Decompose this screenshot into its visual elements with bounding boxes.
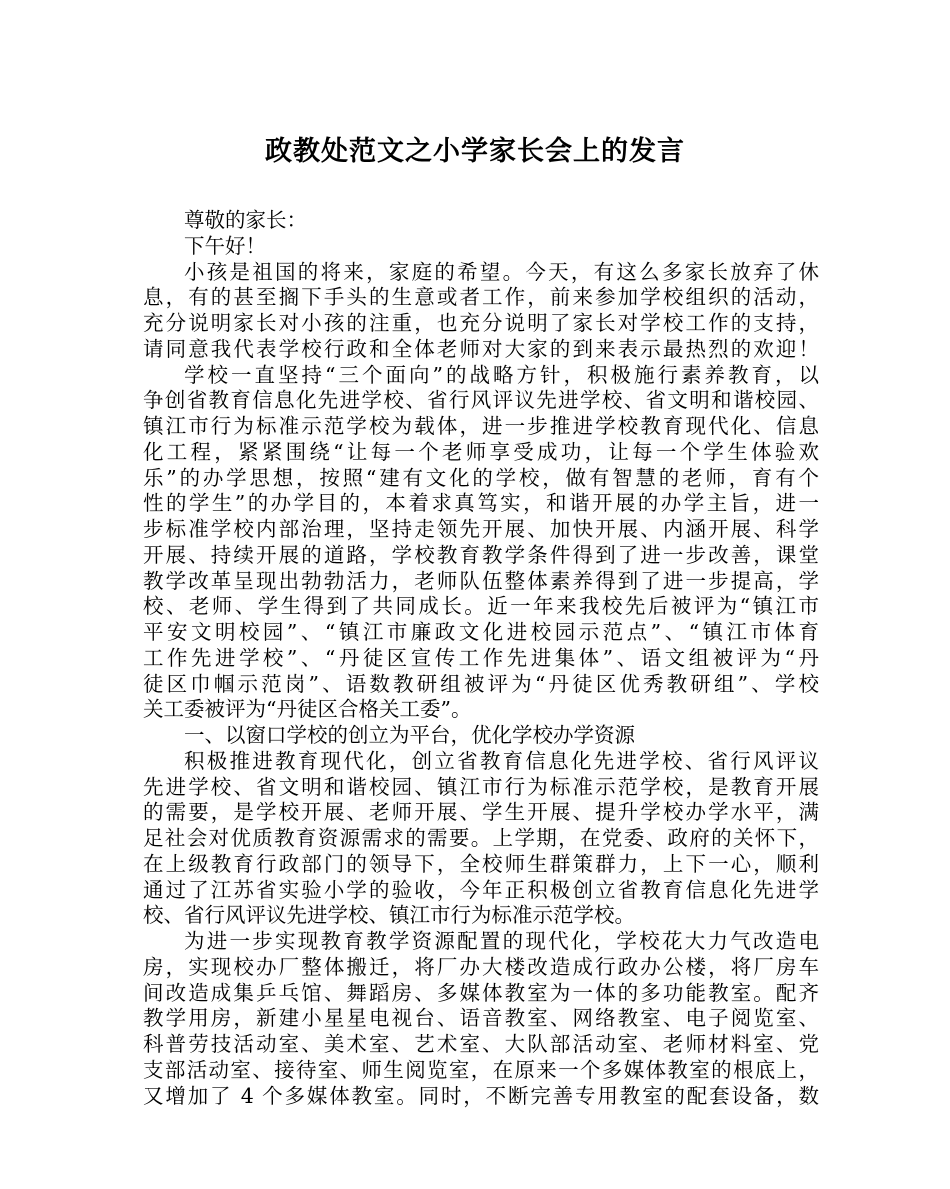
paragraph-line: 小孩是祖国的将来，家庭的希望。今天，有这么多家长放弃了休: [184, 259, 819, 284]
section-heading: 一、以窗口学校的创立为平台，优化学校办学资源: [184, 723, 635, 747]
paragraph-line: 性的学生”的办学目的，本着求真笃实，和谐开展的办学主旨，进一: [143, 491, 819, 516]
paragraph-line: 为进一步实现教育教学资源配置的现代化，学校花大力气改造电: [184, 929, 819, 953]
paragraph-line: 充分说明家长对小孩的注重，也充分说明了家长对学校工作的支持，: [143, 311, 819, 335]
paragraph-line: 教学改革呈现出勃勃活力，老师队伍整体素养得到了进一步提高，学: [143, 568, 819, 593]
paragraph-line: 校、老师、学生得到了共同成长。近一年来我校先后被评为“镇江市: [143, 594, 819, 619]
paragraph-line: 教学用房，新建小星星电视台、语音教室、网络教室、电子阅览室、: [143, 1006, 819, 1031]
paragraph-line: 关工委被评为“丹徒区合格关工委”。: [143, 697, 472, 722]
paragraph-line: 开展、持续开展的道路，学校教育教学条件得到了进一步改善，课堂: [143, 542, 819, 567]
paragraph-line: 乐”的办学思想，按照“建有文化的学校，做有智慧的老师，育有个: [143, 465, 819, 490]
paragraph-line: 学校一直坚持“三个面向”的战略方针，积极施行素养教育，以: [184, 362, 819, 387]
paragraph-line: 的需要，是学校开展、老师开展、学生开展、提升学校办学水平，满: [143, 800, 819, 825]
paragraph-line: 化工程，紧紧围绕“让每一个老师享受成功，让每一个学生体验欢: [143, 439, 819, 464]
paragraph-line: 徒区巾帼示范岗”、语数教研组被评为“丹徒区优秀教研组”、学校: [143, 671, 819, 696]
paragraph-line: 镇江市行为标准示范学校为载体，进一步推进学校教育现代化、信息: [143, 414, 819, 438]
paragraph-line: 争创省教育信息化先进学校、省行风评议先进学校、省文明和谐校园、: [143, 388, 819, 413]
salutation-line: 尊敬的家长：: [184, 208, 307, 232]
paragraph-line: 科普劳技活动室、美术室、艺术室、大队部活动室、老师材料室、党: [143, 1032, 819, 1056]
paragraph-line: 足社会对优质教育资源需求的需要。上学期，在党委、政府的关怀下，: [143, 826, 819, 850]
paragraph-line: 息，有的甚至搁下手头的生意或者工作，前来参加学校组织的活动，: [143, 285, 819, 310]
paragraph-line: 房，实现校办厂整体搬迁，将厂办大楼改造成行政办公楼，将厂房车: [143, 954, 819, 979]
document-body: [143, 208, 819, 1109]
paragraph-line: 积极推进教育现代化，创立省教育信息化先进学校、省行风评议: [184, 748, 819, 773]
paragraph-line: 通过了江苏省实验小学的验收，今年正积极创立省教育信息化先进学: [143, 877, 819, 902]
paragraph-line: 先进学校、省文明和谐校园、镇江市行为标准示范学校，是教育开展: [143, 774, 819, 799]
greeting-line: 下午好！: [184, 233, 266, 258]
paragraph-line: 步标准学校内部治理，坚持走领先开展、加快开展、内涵开展、科学: [143, 517, 819, 541]
document-title: 政教处范文之小学家长会上的发言: [265, 136, 685, 167]
paragraph-line: 支部活动室、接待室、师生阅览室，在原来一个多媒体教室的根底上，: [143, 1057, 819, 1082]
paragraph-line: 又增加了 4 个多媒体教室。同时，不断完善专用教室的配套设备，数: [143, 1083, 819, 1108]
paragraph-line: 平安文明校园”、“镇江市廉政文化进校园示范点”、“镇江市体育: [143, 620, 819, 644]
paragraph-line: 请同意我代表学校行政和全体老师对大家的到来表示最热烈的欢迎！: [143, 336, 819, 361]
paragraph-line: 校、省行风评议先进学校、镇江市行为标准示范学校。: [143, 903, 635, 928]
paragraph-line: 工作先进学校”、“丹徒区宣传工作先进集体”、语文组被评为“丹: [143, 645, 819, 670]
paragraph-line: 在上级教育行政部门的领导下，全校师生群策群力，上下一心，顺利: [143, 851, 819, 876]
paragraph-line: 间改造成集乒乓馆、舞蹈房、多媒体教室为一体的多功能教室。配齐: [143, 980, 819, 1005]
